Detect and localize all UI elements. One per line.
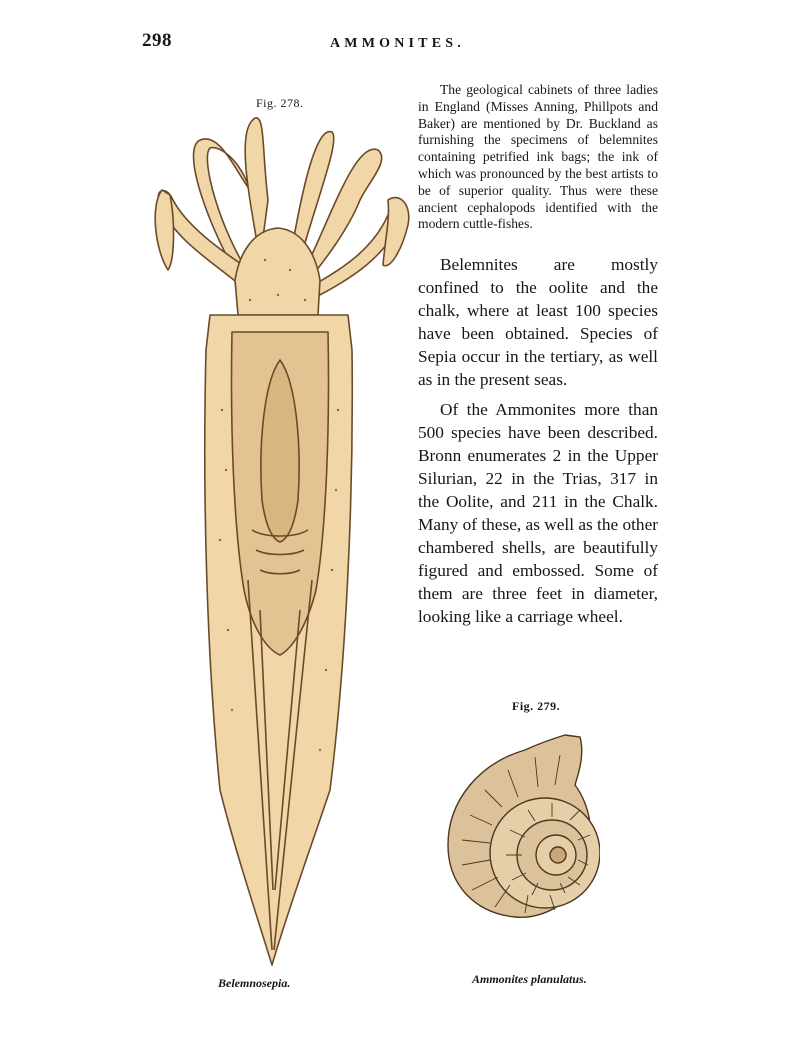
running-head: AMMONITES. <box>330 36 465 51</box>
paragraph-ammonites: Of the Ammonites more than 500 species have been described. Bronn enumerates 2 in the Upper Silurian, 22 in the Trias, 317 in the Oolite, and 211 in the Chalk. Many of these, as well as the other chambered shells, are beautifully figured and embossed. Some of them are three feet in diameter, looking like a carriage wheel. <box>418 399 658 627</box>
fig-278-label: Fig. 278. <box>256 96 304 110</box>
main-text <box>418 253 658 635</box>
fig-278-caption: Belemnosepia. <box>218 976 291 990</box>
belemnosepia-illustration <box>140 110 420 970</box>
fig-279-caption: Ammonites planulatus. <box>472 972 587 986</box>
ammonite-illustration <box>440 725 600 925</box>
tentacle-right-club <box>383 198 409 266</box>
ammonite-center <box>550 847 566 863</box>
paragraph-belemnites: Belemnites are mostly confined to the oolite and the chalk, where at least 100 species have been obtained. Species of Sepia occur in the tertiary, as well as in the present seas. <box>418 255 658 390</box>
page-number: 298 <box>142 30 172 51</box>
small-paragraph <box>418 82 658 233</box>
head <box>235 228 320 315</box>
fig-279-label: Fig. 279. <box>512 699 561 713</box>
small-paragraph-text: The geological cabinets of three ladies in England (Misses Anning, Phillpots and Baker) are mentioned by Dr. Buckland as furnishing the specimens of belemnites containing petrified ink bags; the ink of which was pronounced by the best artists to be of superior quality. Thus were these ancient cephalopods identified with the modern cuttle-fishes. <box>418 82 658 232</box>
tentacle-left-club <box>155 190 173 270</box>
